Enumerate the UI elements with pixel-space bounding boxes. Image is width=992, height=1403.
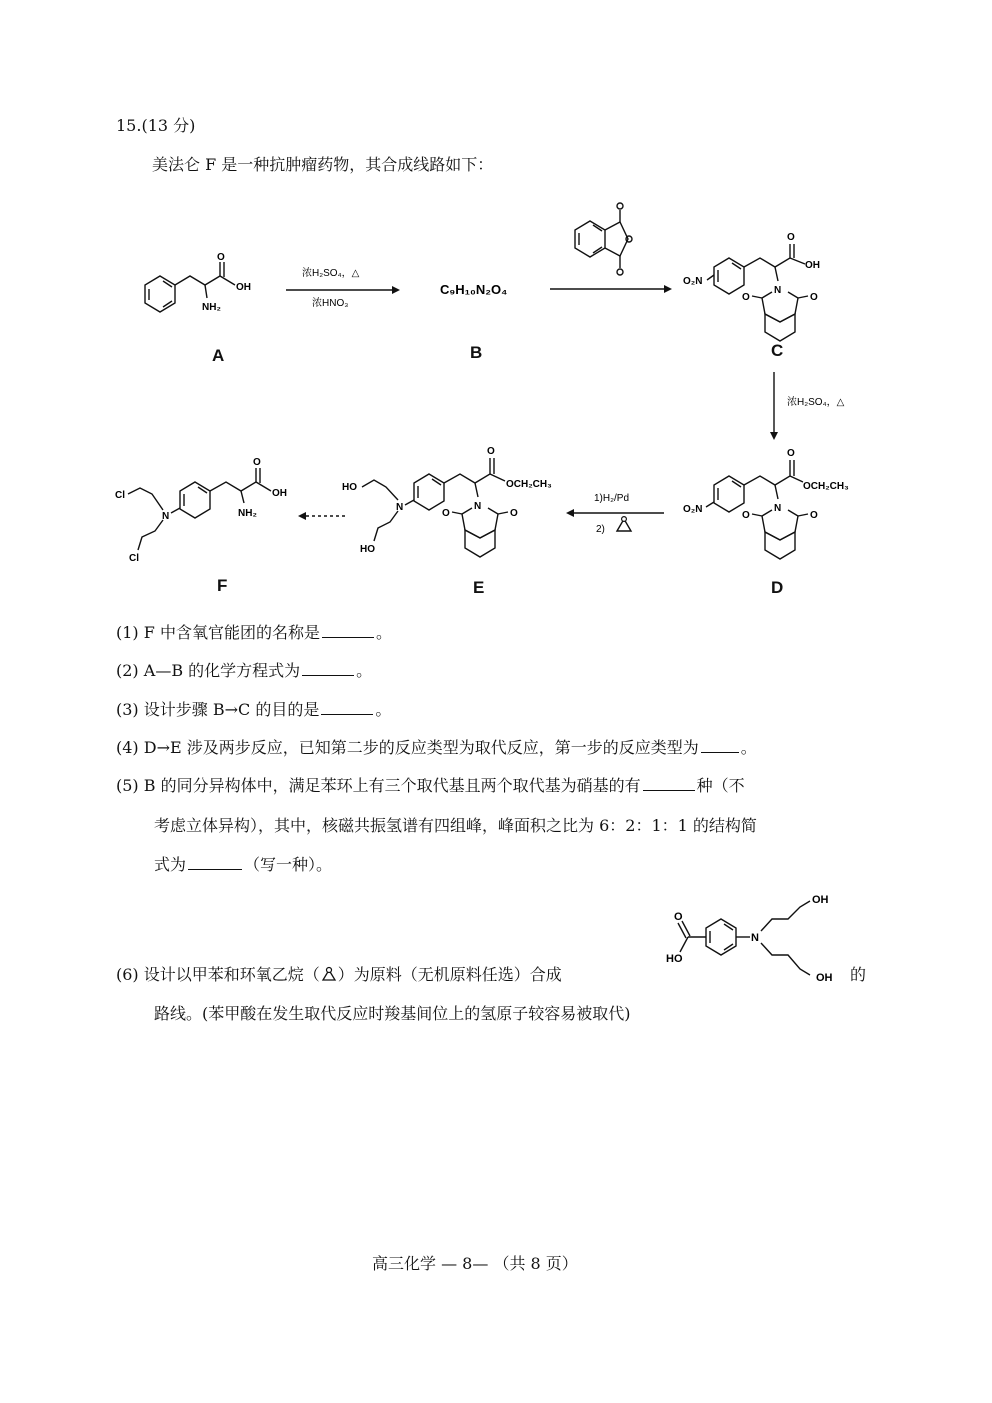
- c-o2n-label: O₂N: [683, 276, 703, 287]
- f-oh-label: OH: [272, 488, 287, 499]
- compound-c-structure: [683, 232, 820, 341]
- d-imide-o2: O: [810, 510, 818, 521]
- f-cl1-label: Cl: [115, 490, 125, 501]
- epoxide-oxygen-icon: [622, 517, 627, 522]
- label-compound-f: F: [217, 576, 228, 595]
- b-formula: C₉H₁₀N₂O₄: [440, 282, 508, 297]
- reagent-de-bottom: 2): [596, 524, 605, 535]
- question-5-line-2: 考虑立体异构），其中，核磁共振氢谱有四组峰，峰面积之比为 6：2：1：1 的结构简: [154, 816, 757, 835]
- answer-blank-1[interactable]: [322, 622, 374, 638]
- question-4-number: (4): [116, 738, 139, 757]
- label-compound-c: C: [771, 341, 784, 360]
- reagent-ab-bottom: 浓HNO₃: [312, 298, 349, 309]
- compound-d-structure: [683, 448, 849, 559]
- question-5-text-3b: （写一种）。: [244, 855, 333, 874]
- question-number: 15.: [116, 116, 142, 135]
- question-4-end: 。: [740, 738, 757, 757]
- arrow-d-to-e-head: [566, 509, 574, 517]
- target-oxygen-label: O: [674, 911, 683, 923]
- target-ho-label: HO: [666, 953, 683, 965]
- question-3-number: (3): [116, 700, 139, 719]
- question-6-text-1c: 的: [850, 965, 867, 984]
- c-imide-o1: O: [742, 292, 750, 303]
- c-oh-label: OH: [805, 260, 820, 271]
- question-1-end: 。: [375, 623, 392, 642]
- arrow-c-to-d-head: [770, 432, 778, 440]
- answer-blank-5a[interactable]: [643, 775, 695, 791]
- a-nh2-label: NH₂: [202, 302, 221, 313]
- label-compound-a: A: [212, 346, 225, 365]
- question-6-text-1a: 设计以甲苯和环氧乙烷（: [143, 965, 320, 984]
- question-6-line-2: 路线。(苯甲酸在发生取代反应时羧基间位上的氢原子较容易被取代): [154, 1004, 631, 1023]
- question-6-line-1: [116, 964, 562, 986]
- a-oh-label: OH: [236, 282, 251, 293]
- compound-f-structure: [115, 457, 287, 564]
- label-compound-b: B: [470, 343, 483, 362]
- e-imide-o2: O: [510, 508, 518, 519]
- question-2-end: 。: [356, 661, 373, 680]
- c-imide-o2: O: [810, 292, 818, 303]
- label-compound-d: D: [771, 578, 784, 597]
- e-imide-o1: O: [442, 508, 450, 519]
- question-5-text-3a: 式为: [154, 855, 187, 874]
- reagent-de-top: 1)H₂/Pd: [594, 493, 630, 504]
- reagent-ab-top: 浓H₂SO₄，△: [302, 268, 360, 279]
- question-3-end: 。: [375, 700, 392, 719]
- f-n-label: N: [162, 511, 170, 522]
- question-5-line-3: [154, 854, 332, 876]
- compound-e-structure: [342, 446, 552, 557]
- e-ho1-label: HO: [342, 482, 357, 493]
- d-o2n-label: O₂N: [683, 504, 703, 515]
- d-ethoxy-label: OCH₂CH₃: [803, 481, 849, 492]
- question-1-text: F 中含氧官能团的名称是: [143, 623, 320, 642]
- compound-a-structure: [145, 252, 251, 313]
- question-3: [116, 699, 391, 721]
- question-5-line-1: [116, 775, 745, 797]
- target-oh1-label: OH: [812, 894, 829, 906]
- f-cl2-label: Cl: [129, 553, 139, 564]
- c-oxygen-label: O: [787, 232, 795, 243]
- answer-blank-5b[interactable]: [188, 854, 242, 870]
- intro-text: 美法仑 F 是一种抗肿瘤药物，其合成线路如下：: [152, 155, 494, 174]
- e-imide-n-label: N: [474, 501, 482, 512]
- question-score: (13 分): [141, 116, 196, 135]
- question-4-text: D→E 涉及两步反应，已知第二步的反应类型为取代反应，第一步的反应类型为: [143, 738, 699, 757]
- synthesis-scheme: [0, 0, 992, 640]
- d-oxygen-label: O: [787, 448, 795, 459]
- answer-blank-2[interactable]: [302, 660, 354, 676]
- question-6-number: (6): [116, 965, 139, 984]
- question-5-text-1: B 的同分异构体中，满足苯环上有三个取代基且两个取代基为硝基的有: [143, 776, 641, 795]
- target-molecule-structure: [660, 885, 850, 995]
- reagent-cd: 浓H₂SO₄，△: [787, 397, 845, 408]
- d-imide-o1: O: [742, 510, 750, 521]
- e-oxygen-label: O: [487, 446, 495, 457]
- page-footer: 高三化学 — 8— （共 8 页）: [372, 1254, 578, 1273]
- arrow-a-to-b-head: [392, 286, 400, 294]
- question-5-number: (5): [116, 776, 139, 795]
- question-5-text-1b: 种（不: [696, 776, 745, 795]
- question-2-text: A—B 的化学方程式为: [143, 661, 301, 680]
- ethylene-oxide-icon: [320, 966, 338, 982]
- question-4: [116, 737, 757, 759]
- question-2-number: (2): [116, 661, 139, 680]
- f-nh2-label: NH₂: [238, 508, 257, 519]
- e-ho2-label: HO: [360, 544, 375, 555]
- question-2: [116, 660, 372, 682]
- e-n-label: N: [396, 502, 404, 513]
- target-oh2-label: OH: [816, 972, 833, 984]
- answer-blank-3[interactable]: [321, 699, 373, 715]
- c-n-label: N: [774, 285, 782, 296]
- e-ethoxy-label: OCH₂CH₃: [506, 479, 552, 490]
- d-n-label: N: [774, 503, 782, 514]
- arrow-b-to-c-head: [664, 285, 672, 293]
- label-compound-e: E: [473, 578, 485, 597]
- question-6-text-1b: ）为原料（无机原料任选）合成: [337, 965, 562, 984]
- target-n-label: N: [751, 932, 759, 944]
- question-3-text: 设计步骤 B→C 的目的是: [143, 700, 320, 719]
- question-1-number: (1): [116, 623, 139, 642]
- phthalic-anhydride-structure: [575, 203, 632, 275]
- question-1: [116, 622, 392, 644]
- answer-blank-4[interactable]: [701, 737, 739, 753]
- f-oxygen-label: O: [253, 457, 261, 468]
- a-oxygen-label: O: [217, 252, 225, 263]
- arrow-e-to-f-head: [298, 512, 306, 520]
